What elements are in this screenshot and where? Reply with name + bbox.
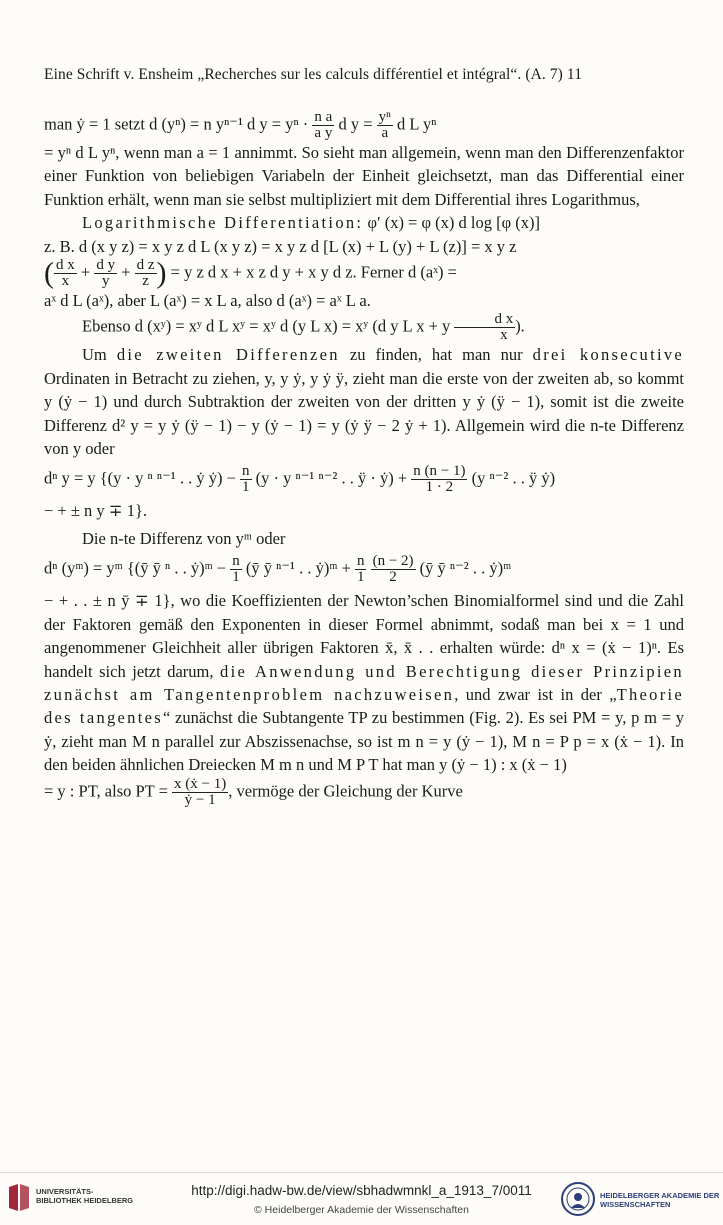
library-logo-text: UNIVERSITÄTS-BIBLIOTHEK HEIDELBERG [36, 1187, 134, 1205]
text-run: Ordinaten in Betracht zu ziehen, y, y ẏ, y ẏ ÿ, zieht man die erste von der zweiten ab, so kommt y (ẏ − 1) und durch Subtraktion der zweiten von der dritten y ẏ (ÿ − 1), somit ist die zweite Differenz d² y = y ẏ (ÿ − 1) − y (ẏ − 1) = y (ẏ ÿ − 2 ẏ + 1). Allgemein wird die n-te Differenz von y oder [44, 368, 684, 459]
eq1-part: man ẏ = 1 setzt d (yⁿ) = n yⁿ⁻¹ d y = yⁿ · [44, 114, 313, 134]
fraction [377, 110, 393, 141]
eq-part: ). [515, 316, 525, 336]
fraction [135, 258, 157, 289]
eq1-part: d y = [334, 114, 377, 134]
denominator: 1 · 2 [425, 479, 454, 496]
numerator: yⁿ [378, 109, 391, 125]
eq-part: (d y L x + y [372, 316, 455, 336]
eq-part: (ȳ ȳ ⁿ⁻¹ . . ẏ)ᵐ + [241, 558, 355, 578]
denominator: z [142, 273, 149, 290]
denominator: 1 [242, 479, 250, 496]
text-run: wo die Koeffizienten der Newton’schen Binomialformel sind und die Zahl der Faktoren gemäß den Exponenten in dieser Formel abnimmt, sodaß man bei x = 1 und angenommener Gleichheit aller übrigen Faktoren x̄, x̄ . . erhalten würde: dⁿ x = (ẋ − 1)ⁿ. Es handelt sich jetzt darum, [44, 591, 684, 681]
nth-difference-formula [44, 464, 684, 495]
academy-logo-text: HEIDELBERGER AKADEMIE DER WISSENSCHAFTEN [600, 1191, 720, 1209]
eq-part: (ȳ ȳ ⁿ⁻² . . ẏ)ᵐ [415, 558, 512, 578]
denominator: y [101, 273, 110, 290]
eq-part: {(ȳ ȳ ⁿ . . ẏ)ᵐ − [126, 558, 231, 578]
nth-difference-ym-formula [44, 554, 684, 585]
text-run: “ zunächst die Subtangente TP zu bestimmen (Fig. 2). Es sei PM = y, p m = y ẏ, zieht man M n parallel zur Abszissenachse, so ist m n = y (ẏ − 1), M n = P p = x (ẋ − 1). In den beiden ähnlichen Dreiecken M m n und M P T hat man y (ẏ − 1) : x (ẋ − 1) [44, 708, 684, 775]
numerator: n (n − 1) [413, 463, 466, 480]
paren: ) [156, 256, 167, 290]
spaced-term: die zweiten Differenzen [116, 345, 340, 365]
exponential-line: aˣ d L (aˣ), aber L (aˣ) = x L a, also d (aˣ) = aˣ L a. [44, 291, 371, 311]
eq-part: (y · y ⁿ⁻¹ ⁿ⁻² . . ÿ · ẏ) + [251, 468, 412, 488]
academy-seal-icon [560, 1181, 596, 1217]
source-url-link[interactable]: http://digi.hadw-bw.de/view/sbhadwmnkl_a_1913_7/0011 [191, 1183, 532, 1198]
eq1-part: d L yⁿ [392, 114, 437, 134]
text-run: zu finden, hat man nur [339, 345, 533, 365]
denominator: 2 [389, 569, 397, 586]
fraction [240, 464, 252, 495]
numerator: n a [314, 109, 333, 125]
denominator: 1 [356, 569, 365, 586]
spaced-term: Logarithmische Differentiation: [82, 213, 364, 233]
numerator: d x [454, 312, 515, 328]
denominator: ẏ − 1 [184, 791, 216, 808]
log-formula: φ′ (x) = φ (x) d log [φ (x)] [363, 213, 540, 233]
equation-line-1 [44, 110, 684, 141]
fraction [230, 554, 242, 585]
eq-part: − + . . ± n ȳ ∓ 1}, [44, 591, 175, 611]
page-body [44, 110, 684, 808]
eq-part: (y ⁿ⁻² . . ÿ ẏ) [467, 468, 556, 488]
paragraph-2 [44, 343, 684, 460]
paren: ( [44, 256, 54, 290]
spaced-term: Theorie des tangentes [44, 684, 684, 728]
nth-difference-tail: − + ± n y ∓ 1}. [44, 501, 148, 521]
text-run: Um [82, 345, 117, 365]
eq-part: = y : PT, also PT = [44, 780, 173, 800]
fraction [371, 554, 416, 585]
numerator: d x [56, 257, 75, 274]
numerator: n [242, 463, 250, 480]
denominator: x [500, 327, 508, 344]
spaced-term: die Anwendung und Berechtigung dieser Prinzipien zunächst am Tangentenproblem nachzuweisen [44, 661, 684, 704]
eq-part: dⁿ (yᵐ) = yᵐ [44, 558, 127, 578]
operator: + [117, 262, 135, 282]
fraction [54, 258, 77, 289]
text-run: , und zwar ist in der „ [454, 684, 617, 704]
fraction [94, 258, 117, 289]
eq-part: , vermöge der Gleichung der Kurve [228, 780, 463, 800]
fraction-sum-line [44, 258, 684, 289]
denominator: x [61, 273, 70, 290]
academy-logo[interactable] [560, 1181, 720, 1221]
spaced-term: drei konsecutive [532, 345, 685, 365]
subtangent-line [44, 777, 684, 808]
numerator: d y [96, 257, 116, 274]
eq-part: Ebenso d (xʸ) = xʸ d L xʸ = xʸ d (y L x) = xʸ [82, 316, 373, 336]
eq-part: {(y · y ⁿ ⁿ⁻¹ . . ẏ ẏ) − [99, 468, 241, 488]
viewer-footer [0, 1172, 723, 1225]
numerator: n [356, 553, 365, 570]
denominator: a y [314, 125, 333, 141]
paragraph-1: = yⁿ d L yⁿ, wenn man a = 1 annimmt. So sieht man allgemein, wenn man den Differenzenfaktor einer Funktion von beliebigen Variabeln der Einheit gleichsetzt, man das Differential einer Funktion erhält, wenn man sie selbst multipliziert mit dem Differential ihres Logarithmus, [44, 143, 684, 209]
denominator: a [381, 125, 389, 141]
fraction [355, 554, 367, 585]
operator: + [76, 262, 95, 282]
fraction [454, 312, 515, 343]
ebenso-line [44, 312, 684, 343]
numerator: x (ẋ − 1) [174, 775, 227, 792]
eq-part: = y z d x + x z d y + x y d z. Ferner d (aˣ) = [166, 262, 457, 282]
eq-part: dⁿ y = y [44, 468, 100, 488]
fraction [411, 464, 467, 495]
running-head: Eine Schrift v. Ensheim „Recherches sur les calculs différentiel et intégral“. (A. 7) 11 [44, 66, 583, 83]
denominator: 1 [232, 569, 240, 586]
numerator: (n − 2) [372, 553, 414, 570]
example-line: z. B. d (x y z) = x y z d L (x y z) = x y z d [L (x) + L (y) + L (z)] = x y z [44, 236, 517, 256]
copyright-notice: © Heidelberger Akademie der Wissenschaften [254, 1204, 469, 1216]
paragraph-4 [44, 589, 684, 776]
log-differentiation-line [44, 211, 684, 234]
numerator: n [232, 553, 240, 570]
fraction [172, 777, 228, 808]
fraction [312, 110, 334, 141]
paragraph-3: Die n-te Differenz von yᵐ oder [82, 528, 286, 548]
numerator: d z [136, 257, 155, 274]
